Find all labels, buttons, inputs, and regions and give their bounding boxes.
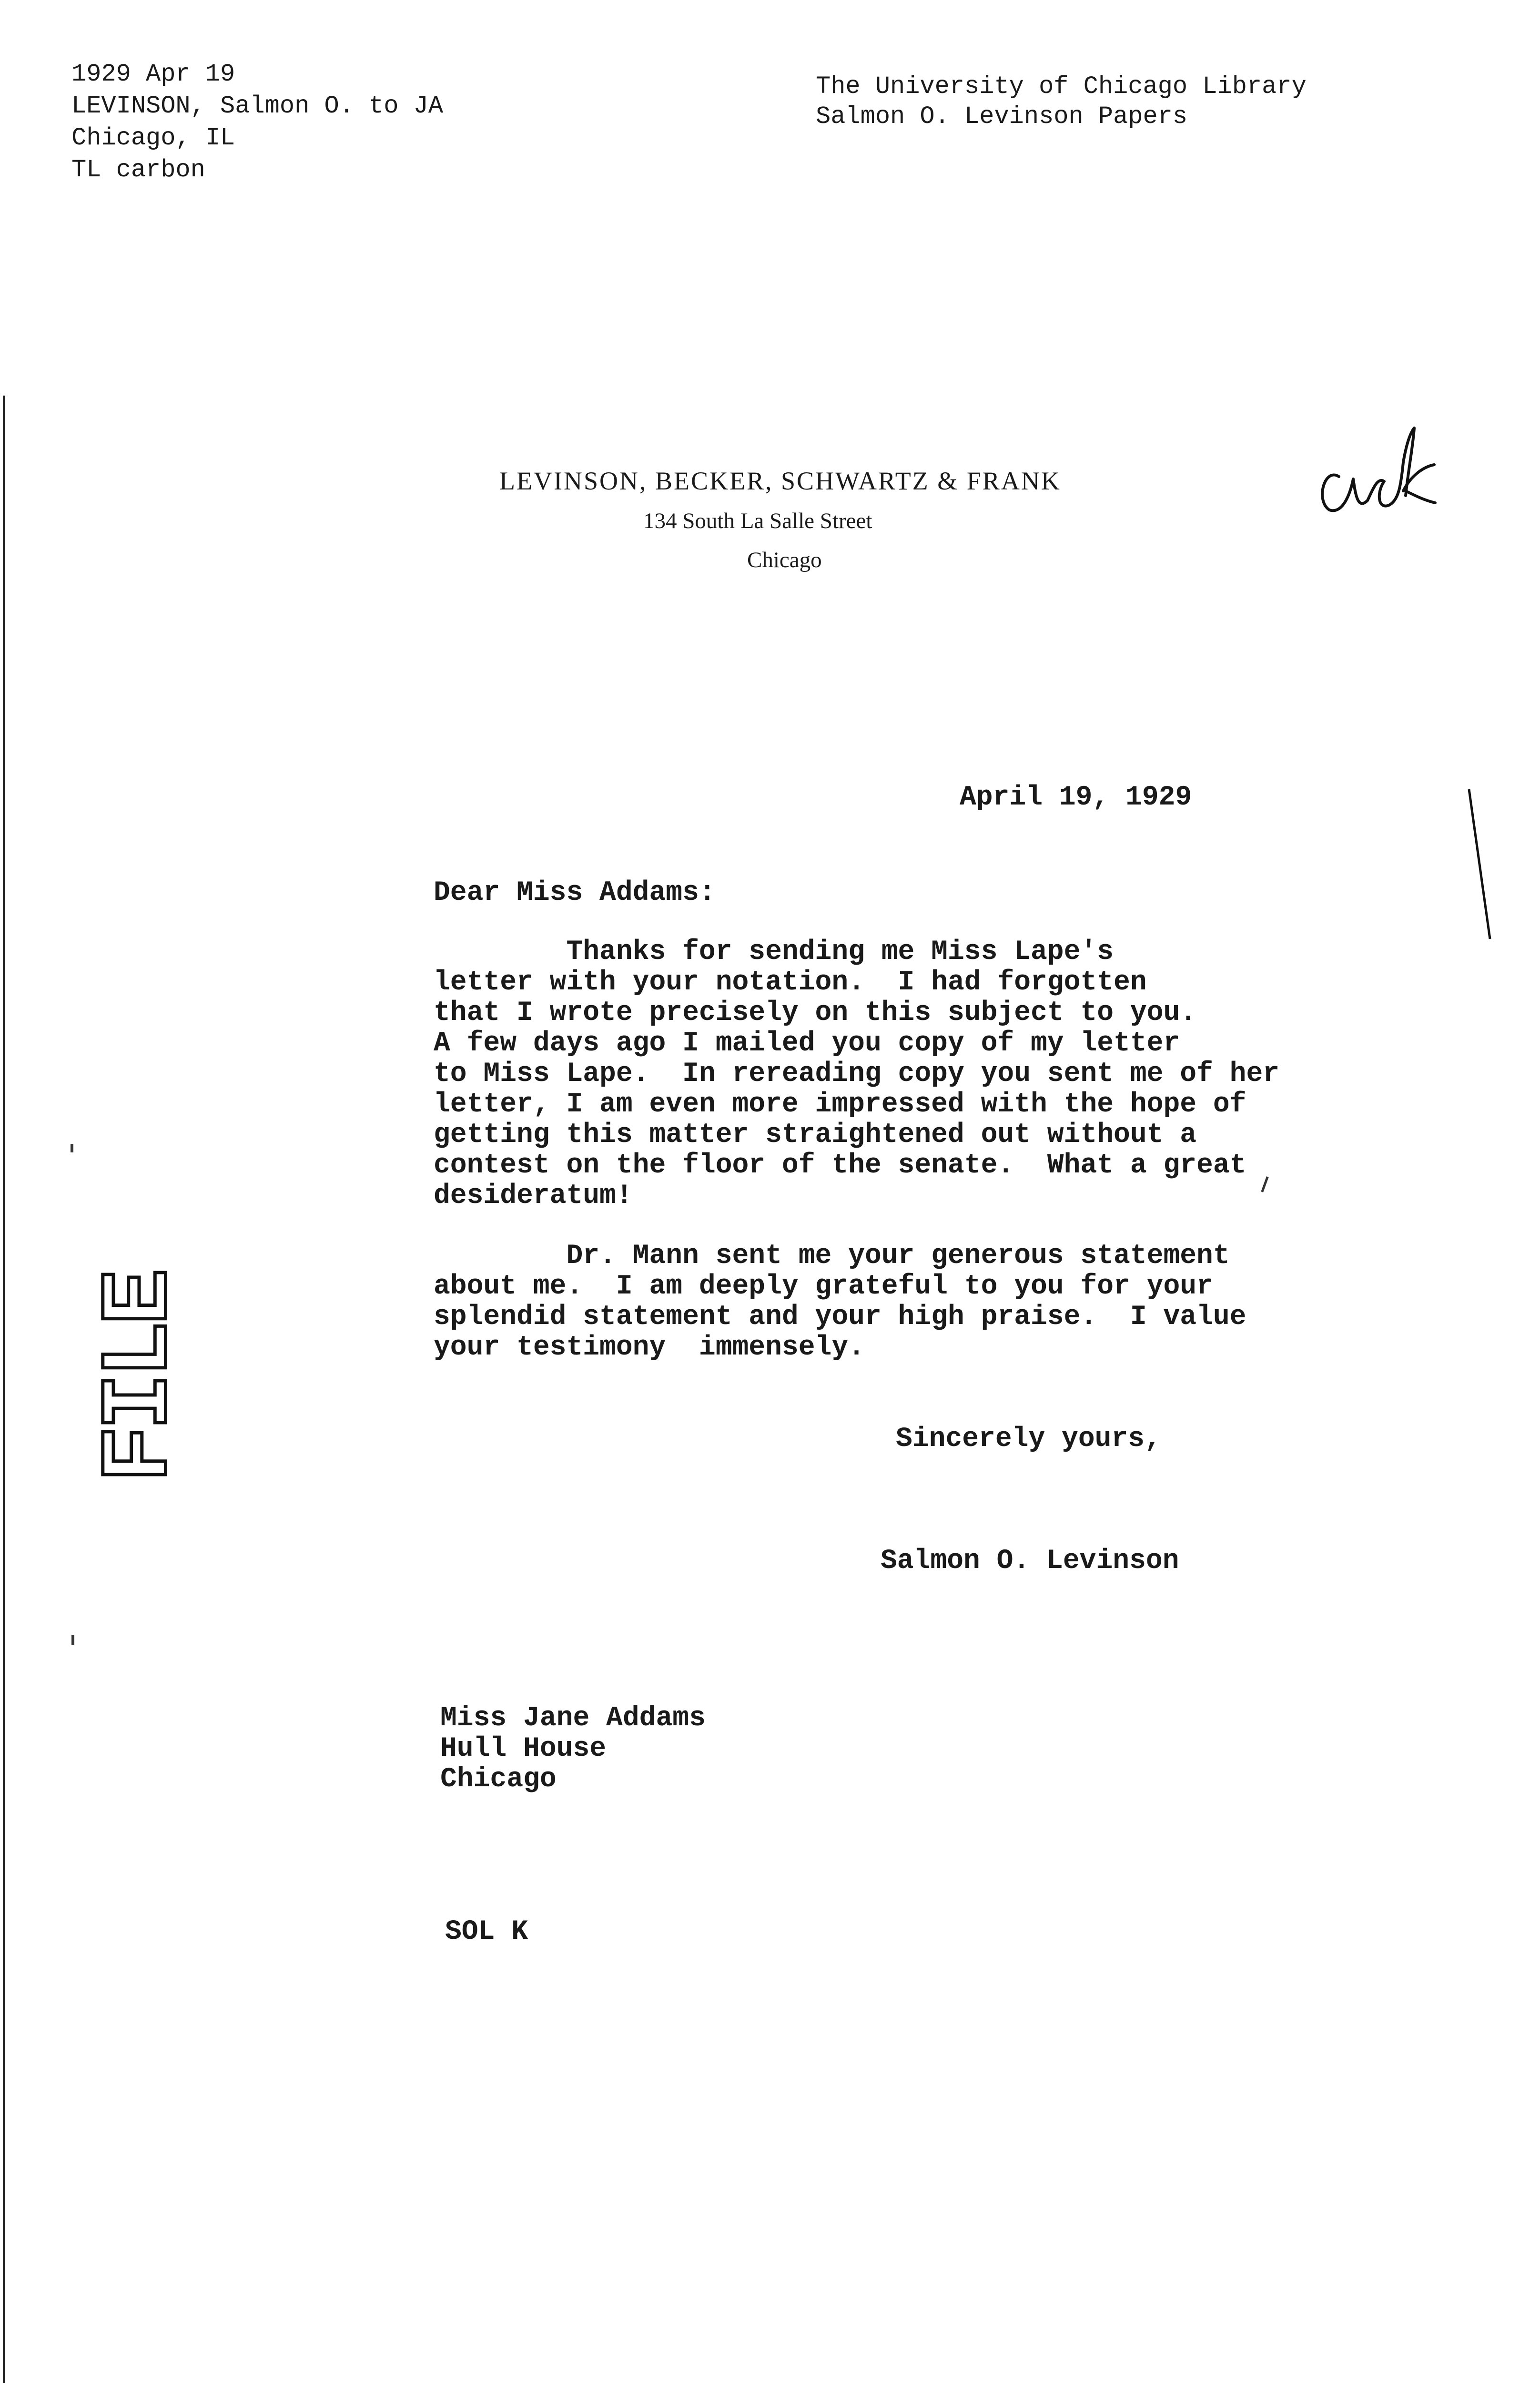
- paragraph-line: your testimony immensely.: [434, 1332, 865, 1363]
- paragraph-line: Dr. Mann sent me your generous statement: [434, 1241, 1230, 1272]
- paragraph-line: splendid statement and your high praise. I value: [434, 1302, 1246, 1333]
- recipient-line: Hull House: [440, 1733, 607, 1764]
- catalog-collection: Salmon O. Levinson Papers: [816, 102, 1188, 131]
- stray-mark: [71, 1635, 74, 1645]
- paragraph-line: about me. I am deeply grateful to you for your: [434, 1271, 1213, 1302]
- paragraph-line: A few days ago I mailed you copy of my letter: [434, 1028, 1180, 1059]
- catalog-place: Chicago, IL: [71, 124, 235, 152]
- recipient-line: Chicago: [440, 1764, 557, 1795]
- paragraph-line: Thanks for sending me Miss Lape's: [434, 937, 1114, 967]
- paragraph-line: desideratum!: [434, 1181, 633, 1212]
- svg-text:FILE: FILE: [86, 1268, 195, 1482]
- paragraph-line: letter with your notation. I had forgotten: [434, 967, 1147, 998]
- recipient-name: Miss Jane Addams: [440, 1703, 706, 1734]
- paragraph-line: contest on the floor of the senate. What a great: [434, 1150, 1246, 1181]
- stray-mark: [1261, 1176, 1268, 1192]
- typist-initials: SOL K: [445, 1916, 528, 1947]
- stray-mark: [71, 1144, 73, 1152]
- letter-date: April 19, 1929: [960, 782, 1192, 813]
- paragraph-line: getting this matter straightened out without a: [434, 1120, 1197, 1151]
- paragraph-line: letter, I am even more impressed with the hope of: [434, 1089, 1246, 1120]
- salutation: Dear Miss Addams:: [434, 877, 716, 908]
- catalog-type: TL carbon: [71, 156, 205, 184]
- catalog-repository: The University of Chicago Library: [816, 72, 1307, 101]
- paragraph-line: that I wrote precisely on this subject to you.: [434, 998, 1197, 1029]
- catalog-correspondents: LEVINSON, Salmon O. to JA: [71, 92, 444, 120]
- margin-mark: [1465, 786, 1494, 944]
- file-stamp: [86, 1268, 195, 1487]
- letterhead-city: Chicago: [747, 548, 822, 572]
- letterhead-firm: LEVINSON, BECKER, SCHWARTZ & FRANK: [499, 467, 1061, 495]
- catalog-date: 1929 Apr 19: [71, 60, 235, 88]
- closing: Sincerely yours,: [896, 1424, 1161, 1455]
- signature: Salmon O. Levinson: [881, 1546, 1179, 1577]
- paragraph-line: to Miss Lape. In rereading copy you sent me of her: [434, 1059, 1280, 1090]
- page-edge-line: [3, 396, 5, 2383]
- letterhead-address: 134 South La Salle Street: [643, 509, 872, 533]
- handwritten-annotation: [1306, 419, 1444, 534]
